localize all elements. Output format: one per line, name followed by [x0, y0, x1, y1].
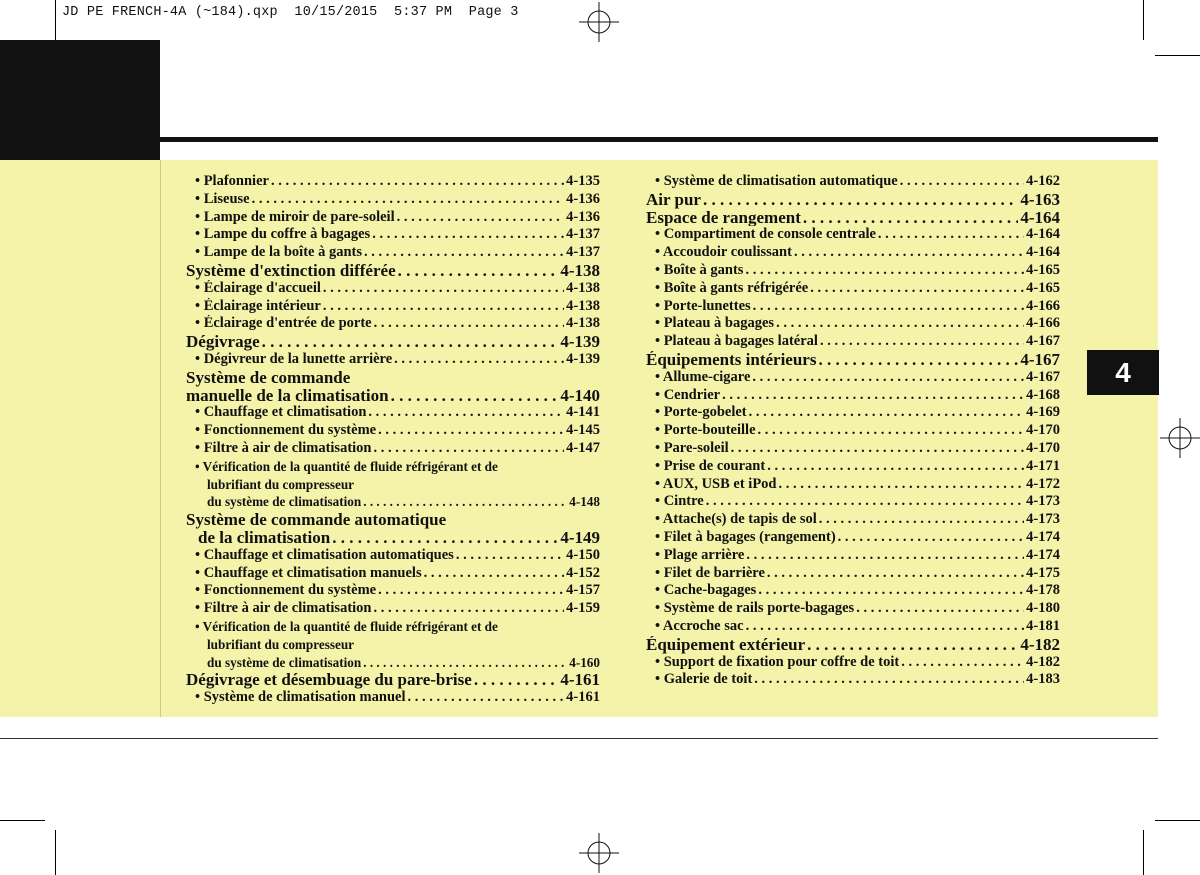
dot-leader	[706, 493, 1024, 511]
toc-entry-title: • Fonctionnement du système	[195, 422, 377, 439]
toc-entry[interactable]	[186, 547, 600, 565]
toc-entry[interactable]	[646, 458, 1060, 476]
toc-page-number: 4-139	[566, 350, 600, 367]
toc-page-number: 4-167	[1020, 350, 1060, 369]
header-black-block	[0, 40, 160, 160]
toc-entry[interactable]	[646, 191, 1060, 209]
toc-entry-title: • Système de climatisation manuel	[195, 689, 406, 706]
toc-entry-title: Dégivrage et désembuage du pare-brise	[186, 671, 472, 690]
toc-entry[interactable]	[646, 565, 1060, 583]
toc-page-number: 4-172	[1026, 475, 1060, 492]
toc-entry-title: • Plafonnier	[195, 173, 269, 189]
toc-entry[interactable]	[646, 547, 1060, 565]
toc-entry-title: • Galerie de toit	[655, 671, 753, 688]
toc-entry[interactable]	[186, 280, 600, 298]
toc-page-number: 4-136	[566, 190, 600, 207]
toc-entry-title: • Lampe de la boîte à gants	[195, 244, 362, 261]
toc-page-number: 4-140	[560, 386, 600, 405]
dot-leader	[424, 565, 565, 583]
toc-entry-title: • Lampe de miroir de pare-soleil	[195, 208, 395, 225]
toc-entry[interactable]	[186, 209, 600, 227]
toc-entry[interactable]	[646, 262, 1060, 280]
dot-leader	[779, 476, 1025, 494]
dot-leader	[807, 636, 1018, 654]
toc-entry-title: • Accoudoir coulissant	[655, 244, 792, 261]
dot-leader	[752, 369, 1024, 387]
toc-entry[interactable]	[646, 351, 1060, 369]
crop-mark	[55, 0, 56, 40]
crop-mark	[0, 820, 45, 821]
registration-mark-icon	[579, 833, 619, 873]
toc-page-number: 4-166	[1026, 297, 1060, 314]
chapter-tab: 4	[1087, 350, 1159, 395]
toc-page-number: 4-174	[1026, 528, 1060, 545]
toc-page-number: 4-178	[1026, 582, 1060, 599]
toc-entry[interactable]	[646, 618, 1060, 636]
toc-page-number: 4-183	[1026, 671, 1060, 688]
toc-page-number: 4-141	[566, 404, 600, 421]
toc-entry-title: Équipement extérieur	[646, 635, 806, 654]
toc-entry-text: • Vérification de la quantité de fluide réfrigérant et de	[195, 458, 498, 474]
toc-page-number: 4-157	[566, 582, 600, 599]
toc-entry[interactable]	[186, 493, 600, 511]
dot-leader	[398, 262, 559, 280]
dot-leader	[794, 244, 1024, 262]
toc-page-number: 4-164	[1020, 208, 1060, 227]
toc-entry[interactable]	[186, 404, 600, 422]
toc-entry-title: • Porte-gobelet	[655, 404, 747, 421]
dot-leader	[474, 671, 559, 689]
toc-entry-title: • Boîte à gants réfrigérée	[655, 279, 809, 296]
dot-leader	[372, 226, 564, 244]
toc-entry-title: • Chauffage et climatisation	[195, 404, 367, 421]
dot-leader	[368, 404, 564, 422]
dot-leader	[456, 547, 564, 565]
toc-page-number: 4-159	[566, 600, 600, 617]
dot-leader	[758, 422, 1025, 440]
toc-page-number: 4-138	[566, 279, 600, 296]
dot-leader	[818, 351, 1018, 369]
toc-page-number: 4-136	[566, 208, 600, 225]
registration-mark-icon	[1160, 418, 1200, 458]
toc-entry-title: • AUX, USB et iPod	[655, 475, 777, 492]
dot-leader	[819, 511, 1024, 529]
toc-page-number: 4-137	[566, 226, 600, 243]
crop-mark	[1143, 830, 1144, 875]
toc-entry-title: • Cintre	[655, 493, 704, 510]
toc-entry[interactable]	[646, 636, 1060, 654]
toc-entry-title: • Porte-lunettes	[655, 297, 751, 314]
toc-page-number: 4-166	[1026, 315, 1060, 332]
toc-entry[interactable]	[646, 582, 1060, 600]
toc-entry-title: • Système de rails porte-bagages	[655, 600, 855, 617]
toc-page-number: 4-168	[1026, 386, 1060, 403]
dot-leader	[407, 689, 564, 707]
toc-entry[interactable]	[186, 689, 600, 707]
dot-leader	[731, 440, 1024, 458]
dot-leader	[749, 404, 1025, 422]
toc-entry-text: Système de commande automatique	[186, 510, 447, 530]
dot-leader	[374, 440, 565, 458]
crop-mark	[1143, 0, 1144, 40]
dot-leader	[332, 529, 558, 547]
dot-leader	[758, 582, 1024, 600]
print-slug: JD PE FRENCH-4A (~184).qxp 10/15/2015 5:37 PM Page 3	[62, 5, 519, 20]
toc-page-number: 4-169	[1026, 404, 1060, 421]
toc-entry[interactable]	[186, 173, 600, 191]
toc-page-number: 4-182	[1020, 635, 1060, 654]
toc-entry-title: • Filet à bagages (rangement)	[655, 528, 836, 545]
toc-entry[interactable]	[186, 440, 600, 458]
toc-entry-title: • Système de climatisation automatique	[655, 173, 898, 189]
toc-entry[interactable]	[186, 351, 600, 369]
toc-entry-title: • Prise de courant	[655, 457, 766, 474]
toc-entry[interactable]	[186, 226, 600, 244]
toc-entry[interactable]	[646, 529, 1060, 547]
dot-leader	[810, 280, 1024, 298]
toc-entry-title: • Porte-bouteille	[655, 422, 756, 439]
toc-entry[interactable]	[646, 511, 1060, 529]
toc-entry-title: • Cache-bagages	[655, 582, 757, 599]
toc-entry[interactable]	[186, 333, 600, 351]
toc-page-number: 4-145	[566, 422, 600, 439]
toc-entry-title: Dégivrage	[186, 333, 260, 351]
toc-page-number: 4-149	[560, 528, 600, 547]
toc-entry[interactable]	[186, 262, 600, 280]
toc-entry-title: • Chauffage et climatisation manuels	[195, 564, 422, 581]
crop-mark	[55, 830, 56, 875]
toc-page-number: 4-167	[1026, 333, 1060, 350]
toc-entry-title: Espace de rangement	[646, 208, 801, 227]
toc-entry-title: • Pare-soleil	[655, 439, 729, 456]
toc-entry[interactable]	[186, 191, 600, 209]
dot-leader	[364, 244, 564, 262]
toc-entry[interactable]	[646, 173, 1060, 191]
toc-entry-title: Air pur	[646, 190, 701, 209]
toc-entry[interactable]	[646, 654, 1060, 672]
toc-page-number: 4-152	[566, 564, 600, 581]
toc-entry-title: • Cendrier	[655, 386, 721, 403]
dot-leader	[745, 262, 1024, 280]
toc-entry-title: manuelle de la climatisation	[186, 386, 389, 405]
dot-leader	[262, 333, 559, 351]
toc-entry-title: • Dégivreur de la lunette arrière	[195, 350, 393, 367]
toc-entry[interactable]	[186, 654, 600, 672]
toc-entry[interactable]	[646, 298, 1060, 316]
toc-entry[interactable]	[646, 440, 1060, 458]
dot-leader	[878, 226, 1024, 244]
toc-entry-title: • Lampe du coffre à bagages	[195, 226, 371, 243]
panel-divider	[160, 160, 161, 717]
toc-entry-title: • Filtre à air de climatisation	[195, 439, 372, 456]
dot-leader	[363, 654, 567, 672]
toc-entry-title: • Attache(s) de tapis de sol	[655, 511, 817, 528]
toc-entry[interactable]	[646, 333, 1060, 351]
toc-entry-title: • Éclairage intérieur	[195, 297, 321, 314]
toc-entry-title: de la climatisation	[198, 528, 331, 547]
toc-entry-title: du système de climatisation	[207, 494, 362, 510]
dot-leader	[767, 565, 1024, 583]
toc-entry-title: • Allume-cigare	[655, 368, 751, 385]
toc-entry-title: • Accroche sac	[655, 617, 744, 634]
dot-leader	[820, 333, 1024, 351]
toc-page-number: 4-160	[569, 654, 600, 670]
dot-leader	[378, 422, 564, 440]
toc-entry[interactable]	[186, 529, 600, 547]
toc-page-number: 4-181	[1026, 617, 1060, 634]
toc-page-number: 4-170	[1026, 439, 1060, 456]
dot-leader	[767, 458, 1024, 476]
toc-entry[interactable]	[646, 244, 1060, 262]
toc-page-number: 4-162	[1026, 173, 1060, 189]
dot-leader	[252, 191, 565, 209]
toc-entry-title: • Filtre à air de climatisation	[195, 600, 372, 617]
toc-entry-title: • Filet de barrière	[655, 564, 765, 581]
toc-entry[interactable]	[646, 280, 1060, 298]
toc-entry-title: Équipements intérieurs	[646, 350, 817, 369]
toc-page-number: 4-163	[1020, 190, 1060, 209]
toc-entry[interactable]	[186, 582, 600, 600]
toc-entry[interactable]	[646, 493, 1060, 511]
dot-leader	[397, 209, 565, 227]
dot-leader	[374, 315, 565, 333]
toc-entry[interactable]	[646, 315, 1060, 333]
toc-entry[interactable]	[186, 298, 600, 316]
dot-leader	[856, 600, 1024, 618]
dot-leader	[722, 387, 1024, 405]
toc-page-number: 4-174	[1026, 546, 1060, 563]
toc-entry-title: • Boîte à gants	[655, 261, 744, 278]
toc-entry[interactable]	[186, 671, 600, 689]
dot-leader	[271, 173, 564, 191]
toc-entry[interactable]	[646, 209, 1060, 227]
toc-entry[interactable]	[186, 387, 600, 405]
dot-leader	[391, 387, 559, 405]
toc-entry-title: • Chauffage et climatisation automatiques	[195, 546, 454, 563]
dot-leader	[394, 351, 564, 369]
dot-leader	[323, 280, 564, 298]
toc-page-number: 4-171	[1026, 457, 1060, 474]
toc-entry-title: Système d'extinction différée	[186, 261, 396, 280]
toc-entry[interactable]	[186, 600, 600, 618]
dot-leader	[753, 298, 1024, 316]
dot-leader	[838, 529, 1025, 547]
toc-page-number: 4-135	[566, 173, 600, 189]
dot-leader	[746, 547, 1024, 565]
dot-leader	[323, 298, 564, 316]
toc-right-column	[646, 173, 1060, 689]
toc-page-number: 4-173	[1026, 511, 1060, 528]
header-rule	[160, 137, 1158, 142]
toc-entry-text: • Vérification de la quantité de fluide réfrigérant et de	[195, 618, 498, 634]
toc-entry[interactable]	[646, 369, 1060, 387]
toc-entry-title: • Liseuse	[195, 190, 250, 207]
toc-page-number: 4-170	[1026, 422, 1060, 439]
toc-page-number: 4-138	[566, 297, 600, 314]
footer-rule	[0, 738, 1158, 739]
toc-page-number: 4-138	[560, 261, 600, 280]
toc-page-number: 4-148	[569, 494, 600, 510]
toc-page-number: 4-165	[1026, 261, 1060, 278]
toc-page-number: 4-173	[1026, 493, 1060, 510]
toc-entry-text: lubrifiant du compresseur	[207, 636, 355, 652]
dot-leader	[378, 582, 564, 600]
toc-entry-title: • Éclairage d'entrée de porte	[195, 315, 372, 332]
dot-leader	[363, 493, 567, 511]
toc-entry[interactable]	[646, 671, 1060, 689]
toc-page-number: 4-150	[566, 546, 600, 563]
dot-leader	[776, 315, 1024, 333]
toc-page-number: 4-147	[566, 439, 600, 456]
toc-entry[interactable]	[646, 404, 1060, 422]
toc-entry[interactable]	[646, 476, 1060, 494]
toc-entry-title: du système de climatisation	[207, 654, 362, 670]
toc-page-number: 4-182	[1026, 653, 1060, 670]
toc-entry[interactable]	[646, 387, 1060, 405]
toc-left-column	[186, 173, 600, 707]
toc-entry-title: • Compartiment de console centrale	[655, 226, 876, 243]
toc-entry-title: • Plage arrière	[655, 546, 745, 563]
toc-entry-title: • Plateau à bagages latéral	[655, 333, 818, 350]
toc-entry-text: Système de commande	[186, 367, 351, 387]
toc-entry[interactable]	[186, 244, 600, 262]
dot-leader	[746, 618, 1025, 636]
toc-entry[interactable]	[186, 422, 600, 440]
toc-entry-title: • Éclairage d'accueil	[195, 279, 321, 296]
toc-page-number: 4-165	[1026, 279, 1060, 296]
toc-page-number: 4-180	[1026, 600, 1060, 617]
toc-page-number: 4-164	[1026, 244, 1060, 261]
toc-entry-title: • Support de fixation pour coffre de toit	[655, 653, 900, 670]
dot-leader	[374, 600, 565, 618]
toc-entry[interactable]	[186, 315, 600, 333]
toc-entry[interactable]	[646, 226, 1060, 244]
toc-page-number: 4-138	[566, 315, 600, 332]
toc-entry[interactable]	[646, 600, 1060, 618]
toc-entry[interactable]	[186, 565, 600, 583]
dot-leader	[901, 654, 1024, 672]
crop-mark	[1155, 820, 1200, 821]
toc-page-number: 4-175	[1026, 564, 1060, 581]
toc-page-number: 4-164	[1026, 226, 1060, 243]
toc-page-number: 4-161	[560, 671, 600, 690]
dot-leader	[754, 671, 1024, 689]
registration-mark-icon	[579, 2, 619, 42]
toc-page-number: 4-167	[1026, 368, 1060, 385]
dot-leader	[803, 209, 1018, 227]
toc-entry-title: • Plateau à bagages	[655, 315, 775, 332]
crop-mark	[1155, 55, 1200, 56]
toc-page-number: 4-137	[566, 244, 600, 261]
dot-leader	[900, 173, 1024, 191]
toc-page-number: 4-161	[566, 689, 600, 706]
toc-entry-title: • Fonctionnement du système	[195, 582, 377, 599]
toc-entry-text: lubrifiant du compresseur	[207, 476, 355, 492]
dot-leader	[703, 191, 1018, 209]
toc-entry[interactable]	[646, 422, 1060, 440]
toc-page-number: 4-139	[560, 333, 600, 351]
